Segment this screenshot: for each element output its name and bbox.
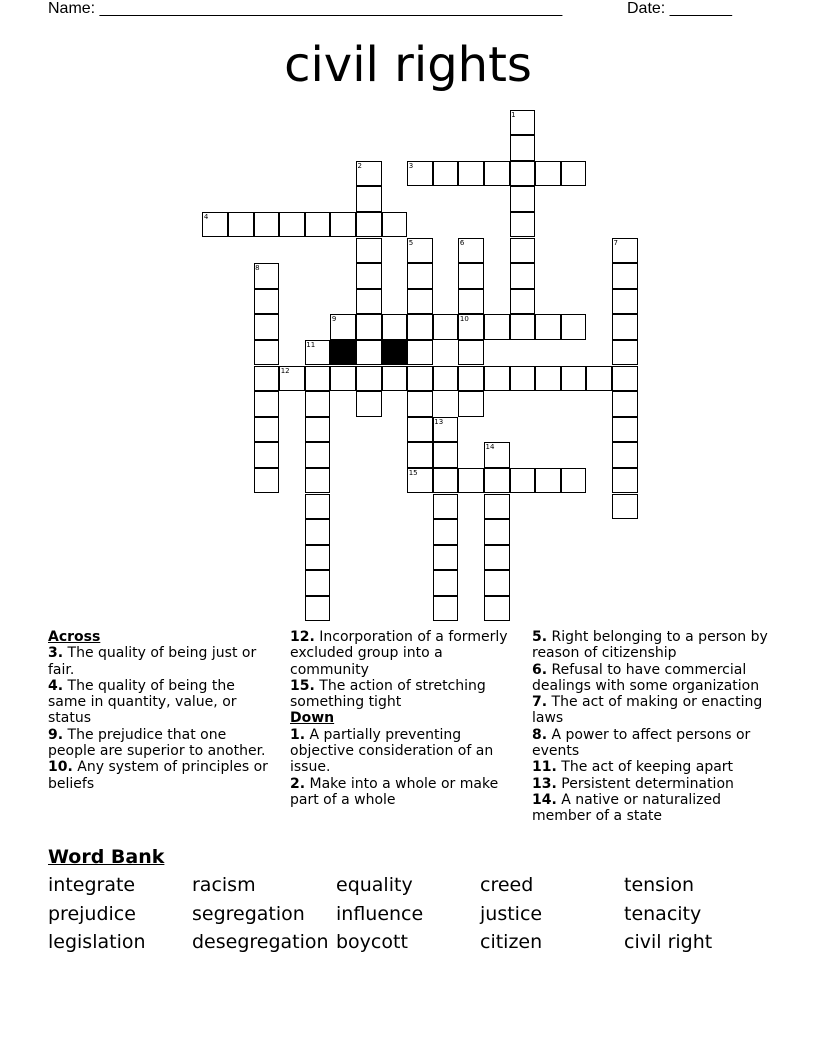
grid-cell[interactable]: [254, 212, 280, 238]
grid-cell[interactable]: [228, 212, 254, 238]
grid-cell[interactable]: [458, 161, 484, 187]
grid-cell[interactable]: [407, 289, 433, 315]
grid-cell[interactable]: [305, 212, 331, 238]
clue-across-10: 10. Any system of principles or beliefs: [48, 759, 268, 792]
grid-cell[interactable]: [254, 340, 280, 366]
grid-cell[interactable]: [254, 314, 280, 340]
grid-cell[interactable]: [254, 468, 280, 494]
grid-cell[interactable]: [254, 289, 280, 315]
grid-cell[interactable]: [433, 442, 459, 468]
grid-cell[interactable]: [561, 314, 587, 340]
grid-cell[interactable]: [356, 289, 382, 315]
grid-cell[interactable]: [458, 340, 484, 366]
grid-cell[interactable]: [458, 391, 484, 417]
grid-cell[interactable]: [458, 468, 484, 494]
clues-column-3: [532, 629, 768, 825]
clue-number: 8: [255, 264, 260, 273]
clues-column-2: [290, 629, 518, 808]
grid-cell[interactable]: [356, 391, 382, 417]
clue-down-11: 11. The act of keeping apart: [532, 759, 734, 776]
grid-cell[interactable]: [535, 468, 561, 494]
grid-cell[interactable]: [484, 570, 510, 596]
clue-across-15: 15. The action of stretching something tight: [290, 677, 486, 711]
grid-cell[interactable]: [433, 161, 459, 187]
grid-cell[interactable]: [407, 366, 433, 392]
name-field[interactable]: Name: ____________________________________________________: [48, 0, 563, 17]
clue-number: 12: [280, 366, 290, 375]
clue-number: 9: [331, 315, 337, 324]
grid-block: [330, 340, 356, 366]
word-bank-item: influence: [336, 902, 424, 925]
grid-cell[interactable]: [510, 186, 536, 212]
grid-cell[interactable]: [407, 391, 433, 417]
grid-cell[interactable]: [305, 570, 331, 596]
clue-number: 14: [485, 443, 495, 452]
grid-cell[interactable]: [510, 366, 536, 392]
clue-number: 6: [459, 238, 465, 247]
grid-cell[interactable]: [561, 366, 587, 392]
grid-cell[interactable]: [458, 263, 484, 289]
word-bank-item: equality: [336, 874, 413, 896]
word-bank-item: creed: [480, 874, 534, 896]
clue-down-2: 2. Make into a whole or make part of a whole: [290, 775, 499, 808]
grid-cell[interactable]: [535, 366, 561, 392]
grid-cell[interactable]: [484, 545, 510, 571]
grid-cell[interactable]: [433, 494, 459, 520]
grid-cell[interactable]: [356, 366, 382, 392]
word-bank-item: legislation: [48, 931, 146, 953]
grid-cell[interactable]: [484, 596, 510, 622]
clue-number: 15: [408, 468, 418, 477]
clue-number: 1: [511, 110, 516, 119]
grid-cell[interactable]: [484, 494, 510, 520]
grid-cell[interactable]: [433, 596, 459, 622]
grid-cell[interactable]: [330, 212, 356, 238]
word-bank-item: citizen: [480, 931, 543, 953]
word-bank-item: racism: [192, 874, 256, 896]
grid-cell[interactable]: [510, 314, 536, 340]
grid-cell[interactable]: [305, 391, 331, 417]
grid-cell[interactable]: [458, 366, 484, 392]
grid-cell[interactable]: [330, 366, 356, 392]
grid-cell[interactable]: [612, 366, 638, 392]
grid-cell[interactable]: [510, 289, 536, 315]
grid-cell[interactable]: [407, 314, 433, 340]
grid-cell[interactable]: [433, 468, 459, 494]
grid-cell[interactable]: [612, 340, 638, 366]
grid-cell[interactable]: [305, 442, 331, 468]
grid-cell[interactable]: [356, 186, 382, 212]
clue-down-8: 8. A power to affect persons or events: [532, 726, 751, 760]
clue-number: 11: [306, 340, 316, 349]
clue-number: 10: [459, 315, 469, 324]
grid-cell[interactable]: [356, 238, 382, 264]
word-bank-item: desegregation: [192, 931, 329, 953]
word-bank-item: tenacity: [624, 902, 702, 925]
clue-down-1: 1. A partially preventing objective consideration of an issue.: [290, 726, 494, 776]
grid-cell[interactable]: [433, 570, 459, 596]
word-bank-item: integrate: [48, 874, 136, 896]
clue-down-13: 13. Persistent determination: [532, 775, 734, 792]
clue-across-9: 9. The prejudice that one people are superior to another.: [48, 726, 266, 760]
grid-cell[interactable]: [356, 340, 382, 366]
clue-number: 3: [408, 161, 414, 170]
grid-cell[interactable]: [305, 468, 331, 494]
grid-cell[interactable]: [612, 314, 638, 340]
grid-cell[interactable]: [586, 366, 612, 392]
grid-cell[interactable]: [433, 545, 459, 571]
page-title: civil rights: [284, 37, 532, 93]
clue-across-3: 3. The quality of being just or fair.: [48, 645, 257, 678]
grid-cell[interactable]: [407, 340, 433, 366]
grid-cell[interactable]: [561, 468, 587, 494]
grid-cell[interactable]: [356, 212, 382, 238]
clue-across-12: 12. Incorporation of a formerly excluded group into a community: [290, 629, 508, 678]
clue-number: 7: [613, 238, 618, 247]
grid-cell[interactable]: [612, 417, 638, 443]
grid-cell[interactable]: [356, 314, 382, 340]
clue-down-6: 6. Refusal to have commercial dealings with some organization: [532, 661, 760, 694]
clue-down-5: 5. Right belonging to a person by reason of citizenship: [532, 629, 768, 662]
clue-down-14: 14. A native or naturalized member of a state: [532, 791, 722, 825]
word-bank-item: prejudice: [48, 902, 136, 925]
grid-cell[interactable]: [407, 417, 433, 443]
grid-cell[interactable]: [510, 468, 536, 494]
grid-cell[interactable]: [382, 212, 408, 238]
grid-cell[interactable]: [612, 391, 638, 417]
grid-cell[interactable]: [510, 161, 536, 187]
clue-number: 5: [408, 238, 414, 247]
word-bank-item: segregation: [192, 902, 305, 925]
grid-cell[interactable]: [612, 289, 638, 315]
word-bank-item: tension: [624, 874, 695, 896]
grid-cell[interactable]: [484, 314, 510, 340]
grid-cell[interactable]: [535, 161, 561, 187]
grid-cell[interactable]: [510, 238, 536, 264]
grid-cell[interactable]: [612, 442, 638, 468]
clue-number: 4: [203, 212, 209, 221]
date-field[interactable]: Date: _______: [627, 0, 732, 17]
grid-cell[interactable]: [305, 366, 331, 392]
across-heading: Across: [48, 629, 101, 645]
grid-cell[interactable]: [382, 314, 408, 340]
word-bank-item: justice: [480, 902, 543, 925]
grid-cell[interactable]: [382, 366, 408, 392]
clue-number: 2: [357, 161, 362, 170]
grid-cell[interactable]: [279, 212, 305, 238]
word-bank-item: boycott: [336, 931, 408, 953]
grid-cell[interactable]: [433, 366, 459, 392]
grid-cell[interactable]: [407, 263, 433, 289]
grid-cell[interactable]: [484, 161, 510, 187]
grid-cell[interactable]: [612, 494, 638, 520]
clue-down-7: 7. The act of making or enacting laws: [532, 694, 763, 727]
grid-cell[interactable]: [305, 417, 331, 443]
grid-cell[interactable]: [305, 519, 331, 545]
down-heading: Down: [290, 710, 335, 727]
grid-cell[interactable]: [535, 314, 561, 340]
clues-column-1: [48, 629, 276, 792]
clue-number: 13: [434, 417, 444, 426]
grid-cell[interactable]: [254, 442, 280, 468]
grid-cell[interactable]: [433, 519, 459, 545]
word-bank-title: Word Bank: [48, 846, 165, 868]
grid-cell[interactable]: [484, 519, 510, 545]
grid-cell[interactable]: [612, 263, 638, 289]
grid-cell[interactable]: [407, 442, 433, 468]
word-bank-item: civil right: [624, 931, 713, 953]
grid-cell[interactable]: [510, 135, 536, 161]
grid-cell[interactable]: [305, 494, 331, 520]
grid-cell[interactable]: [612, 468, 638, 494]
grid-cell[interactable]: [484, 468, 510, 494]
grid-cell[interactable]: [510, 263, 536, 289]
grid-cell[interactable]: [458, 289, 484, 315]
grid-cell[interactable]: [356, 263, 382, 289]
grid-block: [382, 340, 408, 366]
grid-cell[interactable]: [254, 391, 280, 417]
grid-cell[interactable]: [305, 545, 331, 571]
grid-cell[interactable]: [254, 417, 280, 443]
clue-across-4: 4. The quality of being the same in quantity, value, or status: [48, 677, 237, 727]
grid-cell[interactable]: [254, 366, 280, 392]
grid-cell[interactable]: [305, 596, 331, 622]
grid-cell[interactable]: [484, 366, 510, 392]
grid-cell[interactable]: [561, 161, 587, 187]
grid-cell[interactable]: [510, 212, 536, 238]
grid-cell[interactable]: [433, 314, 459, 340]
